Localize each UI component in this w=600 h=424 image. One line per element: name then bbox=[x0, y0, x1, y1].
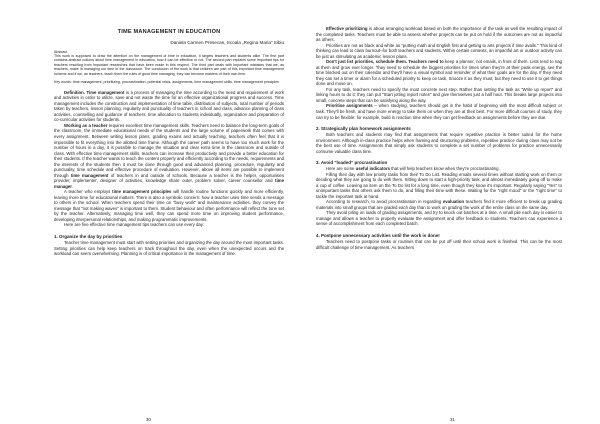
section-4-text: Teachers need to postpone tasks or routines that can be put off until their school work is finished. This can be the most difficult challenge of time management. As teachers bbox=[316, 239, 562, 250]
definition-paragraph bbox=[54, 90, 284, 123]
paper-title: TIME MANAGEMENT IN EDUCATION bbox=[117, 29, 221, 35]
assignments-paragraph bbox=[316, 103, 562, 120]
definition-text: is a process of managing the time according to the need and requirement of work and activities in order to utilize, save and not waste the time for an effective organizational progress and success. Time management includes the construction and implementation of time table, distribution of subjects, total number of periods taken by teachers, lesson planning, regularity and punctuality of teachers in school and class, advance planning of class activities, counselling and guidance of teachers, time allocation to students individually, organization and preparation of co-curricular activities for students. bbox=[54, 89, 284, 123]
principles-text: will handle routine functions quickly and more efficiently, leaving more time for educational matters. There is also a symbolic concern: how a teacher uses time sends a message to others in the school. When teachers spend their time on "busy work" and maintenance activities, they convey the message that "not making waves" is important to them. Student behaviour and often performance will reflect the tone set by the teacher. Alternatively, managing time well, they can spend more time on improving student performance, developing interpersonal relationships, and making programmatic improvements. bbox=[54, 189, 284, 222]
teacher-lead: Working as a teacher bbox=[64, 122, 108, 128]
section-4-heading: 4. Postpone unnecessary activities until the work is done! bbox=[316, 233, 440, 238]
principles-paragraph bbox=[54, 189, 284, 222]
author-line: Daniela Carmen Presecan, Scoala „Regina Maria” Sibiu bbox=[170, 40, 284, 45]
prioritizing-paragraph bbox=[316, 26, 562, 43]
keywords bbox=[54, 80, 284, 84]
section-3-heading: 3. Avoid "loaded" procrastination bbox=[316, 160, 388, 166]
tips-intro: Here are five effective time management tips teachers can use every day: bbox=[64, 222, 205, 228]
priorities-paragraph: Priorities are not as black and white as "putting math and English first and getting to arts projects if time avails." This kind of thinking can lead to class burnout–for both teachers and students. Within certain contexts, an impactful art or outdoor activity can be just as stimulating as academic lesson plans. bbox=[316, 42, 562, 59]
principles-start: A teacher who employs bbox=[64, 189, 111, 195]
indicators-end: that will help teachers know when they're procrastinating. bbox=[391, 166, 500, 172]
definition-term: Time management bbox=[86, 89, 125, 95]
section-gap bbox=[316, 227, 562, 230]
teacher-text: requires excellent time management skills. Teachers need to balance the long-term goals of the classroom, the immediate educational needs of the students and the large volume of paperwork that comes with every assignment. Between writing lesson plans, grading exams and actually teaching, teachers often feel that it is impossible to fit everything into the allotted time frame. Although the career path seems to have too much work for the number of hours in a day, it is possible to manage the situation and clear extra time in the classroom and outside of class. With effective time management skills, teachers can increase their productivity and provide a better education for their students. If the teacher wants to teach the content properly and efficiently according to the needs, requirements and the interests of the students then it must be done through good and advanced planning, procedure, regularity and punctuality, time schedule and effective procedure of evaluation. However, above all items are possible to implement through bbox=[54, 122, 284, 178]
evaluation-bold: evaluation bbox=[442, 199, 465, 205]
schedule-lead: Don't just list priorities, schedule them. Teachers need to bbox=[326, 59, 444, 65]
teacher-text-end: of teachers in and outside of schools. Because a teacher is the helper, opportunities provider, implementer, designer of activities, knowledge share outer, problem solver, career counsellor and bbox=[54, 172, 284, 184]
teacher-paragraph: Working as a teacher requires excellent time management skills. Teachers need to balance the long-term goals of the classroom, the immediate educational needs of the students and the large volume of paperwork that comes with every assignment. Between writing lesson plans, grading exams and actually teaching, teachers often feel that it is impossible to fit everything into the allotted time frame. Although the career path seems to have too much work for the number of hours in a day, it is possible to manage the situation and clear extra time in the classroom and outside of class. With effective time management skills, teachers can increase their productivity and provide a better education for their students. If the teacher wants to teach the content properly and efficiently according to the needs, requirements and the interests of the students then it must be done through good and advanced planning, procedure, regularity and punctuality, time schedule and effective procedure of evaluation. However, above all items are possible to implement through time management of teachers in and outside of schools. Because a teacher is the helper, opportunities provider, implementer, designer of activities, knowledge share outer, problem solver, career counsellor and time manager. bbox=[54, 122, 284, 189]
section-2-heading: 2. Strategically plan homework assignments bbox=[316, 126, 411, 132]
indicators-start: Here are some bbox=[326, 166, 355, 172]
principles-bold: time management principles bbox=[112, 189, 172, 195]
section-1-text: Teacher time management must start with setting priorities and organizing the day around the most important tasks. Setting priorities can help keep teachers on track throughout the day, even when the unexpected occurs and the workload can seem overwhelming. Planning is of critical importance in the management of time. bbox=[54, 240, 284, 257]
prioritizing-text: is about arranging workload based on both the importance of the task as well the resulting impact of the completed tasks. Teachers must be able to assess whether projects can be put on hold if the outcomes are not as impactful as others. bbox=[316, 26, 562, 43]
page-number-right: 31 bbox=[450, 417, 455, 422]
evaluation-paragraph bbox=[316, 199, 562, 210]
section-gap bbox=[316, 120, 562, 123]
grading-paragraph: They avoid piling on loads of grading assignments, and try to knock out batches at a time. A small pile each day is easier to manage and allows a teacher to properly evaluate the assignment and offer feedback to students. Teachers can experience a sense of accomplishment from each completed batch. bbox=[316, 210, 562, 227]
section-2-text: Both teachers and students may find that assignments that require repetitive practice is better suited for the home environment. Although in-class practice helps when framing and structuring problems, repetitive practice during class may not be the best use of time. Assignments that simply ask students to complete a set number of problems for practice unnecessarily consume valuable class time. bbox=[316, 132, 562, 154]
page-number-left: 30 bbox=[146, 417, 151, 422]
assignments-lead: Prioritise assignments bbox=[326, 103, 373, 109]
section-gap bbox=[316, 154, 562, 157]
schedule-paragraph bbox=[316, 59, 562, 87]
assignments-text: – when studying, teachers should get in the habit of beginning with the most difficult subject or task. They'll be fresh, and have more energy to take them on when they are at their best. For more difficult courses of study, they can try to be flexible: for example, build in reaction time when they can get feedback on assignments before they are due. bbox=[316, 103, 562, 120]
teacher-bold-2: time manager bbox=[54, 178, 284, 189]
concrete-step-paragraph: For any task, teachers need to specify the most concrete next step. Rather than setting the task as "Write up report" and linking hours to do it; they can put "Start jotting report notes" and give themselves just a half hour. This breaks large projects into small, concrete steps that can be satisfying along the way. bbox=[316, 86, 562, 103]
keywords-text: time management, prioritizing, procrastination, potential crisis, assignments, time management skills, time management principles bbox=[72, 80, 279, 85]
right-page bbox=[300, 0, 600, 424]
indicators-bold: useful indicators bbox=[355, 166, 391, 172]
definition-lead: Definition. bbox=[64, 89, 86, 95]
evaluation-start: According to research, to avoid procrastination in regarding bbox=[326, 199, 442, 205]
section-1-heading: 1. Organize the day by priorities bbox=[54, 234, 123, 239]
keywords-label: Key words: bbox=[54, 80, 72, 85]
low-priority-paragraph: Filling their day with low priority tasks from their To Do List. Reading emails several times without starting work on them or deciding what they are going to do with them. Sitting down to start a high-priority task, and almost immediately going off to make a cup of coffee. Leaving an item on the To Do list for a long time, even though they know it's important. Regularly saying "Yes" to unimportant tasks that others ask them to do, and filling their time with these. Waiting for the "right mood" or the "right time" to tackle the important task at hand. bbox=[316, 171, 562, 199]
schedule-text: keep a planner, not emails, in front of them. Lists tend to nag at them and grow ever longer. They need to schedule the biggest priorities for times when they're at their peak energy, see the time blocked out on their calendar and they'll have a visual symbol and reminder of what their goals are for the day. If they need they can set a timer or alarm for a scheduled priority to keep on task, Snooze it as they must, but they need to use it to get things done and move on. bbox=[316, 59, 562, 87]
section-gap bbox=[54, 228, 284, 231]
abstract-label: Abstract bbox=[54, 50, 68, 54]
teacher-bold: time management bbox=[70, 172, 109, 178]
prioritizing-lead: Effective prioritizing bbox=[326, 26, 368, 31]
evaluation-end: teachers find it more efficient to break up grading materials into small groups that are graded each day than to work on grading the work of the entire class on the same day. bbox=[316, 199, 562, 210]
abstract-text: This work is supposed to draw the attention on the management of time in education, it targets teachers and students alike. The first part contains abstract notions about time management in education, how it can be effective or not. The second part explains some important tips for teachers resulting from important researches that have been made in this respect. The third part deals with important mistakes that we, as teachers, make in managing our time in the classroom. The conclusion of the work is that children are part of this important time management scheme and if we, as teachers, teach them the rules of good time managing, they can become masters of their own time. bbox=[54, 54, 284, 76]
